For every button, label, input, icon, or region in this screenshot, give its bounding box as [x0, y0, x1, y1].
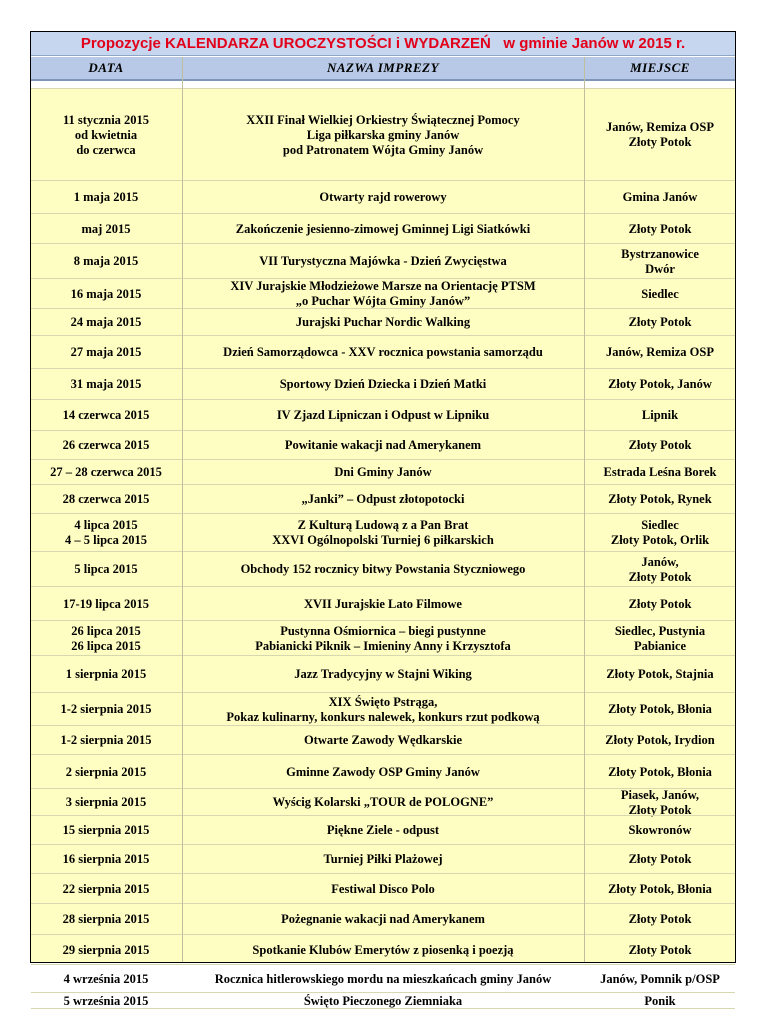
table-row: [31, 513, 735, 552]
event-name-line: Z Kulturą Ludową z a Pan Brat: [297, 518, 469, 532]
event-date-line: 24 maja 2015: [70, 315, 142, 329]
event-place: [585, 935, 735, 965]
event-place-line: Złoty Potok: [628, 912, 692, 926]
event-date: [31, 485, 181, 514]
event-place-line: Złoty Potok: [628, 135, 692, 149]
event-place-line: Złoty Potok, Błonia: [608, 702, 712, 716]
header-place: MIEJSCE: [630, 60, 690, 75]
event-name: [183, 181, 583, 214]
event-name-line: „o Puchar Wójta Gminy Janów”: [295, 294, 471, 308]
event-date-line: 16 sierpnia 2015: [62, 852, 150, 866]
header-date: DATA: [88, 60, 124, 75]
event-name: [183, 656, 583, 693]
event-date-line: 14 czerwca 2015: [62, 408, 150, 422]
event-place-line: Siedlec: [641, 518, 679, 532]
event-name-line: XXII Finał Wielkiej Orkiestry Świątecznej Pomocy: [246, 112, 520, 127]
event-name: [183, 789, 583, 816]
event-place-line: Złoty Potok: [628, 438, 692, 452]
event-name-line: XXVI Ogólnopolski Turniej 6 piłkarskich: [272, 533, 494, 547]
table-row: [31, 308, 735, 336]
event-place: [585, 965, 735, 993]
event-place-line: Złoty Potok, Janów: [608, 377, 712, 391]
table-row: [31, 213, 735, 244]
table-row: [31, 903, 735, 935]
event-place: [585, 874, 735, 904]
event-place-line: Złoty Potok, Irydion: [605, 733, 715, 747]
event-date: [31, 181, 181, 214]
event-place-line: Janów, Remiza OSP: [606, 120, 714, 134]
event-name-line: Otwarty rajd rowerowy: [319, 190, 447, 204]
event-place: [585, 816, 735, 845]
event-date-line: 22 sierpnia 2015: [62, 881, 150, 896]
event-place-line: Janów, Remiza OSP: [606, 345, 714, 359]
event-date-line: 28 czerwca 2015: [62, 492, 150, 506]
event-date: [31, 309, 181, 336]
event-name-line: Jazz Tradycyjny w Stajni Wiking: [294, 667, 472, 681]
event-place-line: Piasek, Janów,: [620, 787, 700, 802]
event-name-line: Dzień Samorządowca - XXV rocznica powstania samorządu: [223, 345, 543, 359]
event-date-line: 15 sierpnia 2015: [62, 823, 150, 837]
event-date-line: 16 maja 2015: [70, 286, 142, 301]
event-name: [183, 309, 583, 336]
event-place-line: Złoty Potok: [628, 942, 692, 957]
event-place: [585, 460, 735, 485]
event-date-line: 17-19 lipca 2015: [62, 596, 150, 611]
event-date-line: 27 maja 2015: [70, 345, 142, 359]
event-place-line: Dwór: [645, 261, 675, 276]
event-date: [31, 552, 181, 587]
event-date: [31, 965, 181, 993]
event-name: [183, 816, 583, 845]
event-date-line: 1 maja 2015: [73, 190, 139, 204]
event-name: [183, 336, 583, 369]
header-event: NAZWA IMPREZY: [326, 60, 440, 75]
event-name-line: Wyścig Kolarski „TOUR de POLOGNE”: [272, 795, 494, 809]
event-name: [183, 431, 583, 460]
column-divider: [182, 57, 183, 962]
event-place: [585, 244, 735, 279]
event-date-line: 28 sierpnia 2015: [62, 912, 150, 926]
table-row: [31, 1008, 735, 1021]
event-place: [585, 755, 735, 789]
table-row: [31, 964, 735, 993]
table-row: [31, 399, 735, 431]
event-date-line: 2 sierpnia 2015: [65, 764, 147, 779]
event-place: [585, 336, 735, 369]
event-date: [31, 514, 181, 552]
table-row: [31, 725, 735, 755]
event-name-line: XIX Święto Pstrąga,: [328, 694, 438, 709]
event-name-line: Turniej Piłki Plażowej: [323, 852, 443, 866]
event-name: [183, 279, 583, 309]
event-name: [183, 400, 583, 431]
event-date: [31, 816, 181, 845]
event-name: [183, 726, 583, 755]
event-place: [585, 400, 735, 431]
event-place-line: Ponik: [644, 993, 676, 1008]
event-place-line: Złoty Potok, Błonia: [608, 764, 712, 779]
event-place: [585, 279, 735, 309]
table-row: [31, 788, 735, 816]
event-name: [183, 369, 583, 400]
event-name-line: XVII Jurajskie Lato Filmowe: [304, 596, 462, 611]
event-place-line: Bystrzanowice: [621, 246, 699, 261]
table-row: [31, 335, 735, 369]
table-body: [31, 88, 735, 1008]
event-date-line: 5 lipca 2015: [74, 562, 138, 576]
event-date-line: 1 sierpnia 2015: [65, 667, 147, 681]
table-row: [31, 88, 735, 181]
event-date: [31, 755, 181, 789]
table-row: [31, 551, 735, 587]
event-name-line: Festiwal Disco Polo: [331, 881, 435, 896]
event-name: [183, 244, 583, 279]
table-row: [31, 586, 735, 621]
event-place: [585, 656, 735, 693]
event-date: [31, 845, 181, 874]
event-date-line: maj 2015: [81, 221, 131, 236]
table-row: [31, 844, 735, 874]
event-place-line: Złoty Potok: [628, 221, 692, 236]
event-name: [183, 89, 583, 181]
document-title: [31, 32, 735, 56]
column-divider: [584, 57, 585, 962]
table-row: [31, 873, 735, 904]
event-date-line: 4 – 5 lipca 2015: [65, 533, 147, 547]
event-place-line: Janów, Pomnik p/OSP: [600, 971, 720, 986]
event-date-line: do czerwca: [76, 142, 136, 157]
title-main: Propozycje KALENDARZA UROCZYSTOŚCI i WYDARZEŃ: [80, 35, 491, 52]
event-name: [183, 935, 583, 965]
event-place-line: Lipnik: [641, 408, 679, 422]
event-name-line: Jurajski Puchar Nordic Walking: [295, 315, 471, 329]
event-name: [183, 755, 583, 789]
event-name: [183, 693, 583, 726]
event-name: [183, 552, 583, 587]
event-place: [585, 552, 735, 587]
event-place-line: Siedlec: [641, 286, 679, 301]
event-name: [183, 485, 583, 514]
event-place: [585, 789, 735, 816]
event-name-line: pod Patronatem Wójta Gminy Janów: [282, 142, 484, 157]
event-place-line: Złoty Potok: [628, 596, 692, 611]
event-name-line: Spotkanie Klubów Emerytów z piosenką i poezją: [252, 942, 514, 957]
event-name-line: VII Turystyczna Majówka - Dzień Zwycięstwa: [259, 254, 507, 268]
event-date: [31, 369, 181, 400]
table-row: [31, 692, 735, 726]
event-date-line: 4 września 2015: [63, 971, 149, 986]
event-date-line: 26 lipca 2015: [71, 638, 141, 653]
event-name-line: Pokaz kulinarny, konkurs nalewek, konkurs rzut podkową: [226, 709, 540, 724]
event-name: [183, 514, 583, 552]
event-name: [183, 460, 583, 485]
table-row: [31, 815, 735, 845]
event-name-line: Pustynna Ośmiornica – biegi pustynne: [280, 623, 486, 638]
event-name-line: Dni Gminy Janów: [334, 465, 432, 479]
table-row: [31, 430, 735, 460]
event-date: [31, 214, 181, 244]
event-place-line: Estrada Leśna Borek: [603, 465, 717, 479]
table-row: [31, 368, 735, 400]
event-place-line: Złoty Potok, Orlik: [610, 533, 710, 547]
event-place: [585, 431, 735, 460]
event-place: [585, 693, 735, 726]
event-name-line: IV Zjazd Lipniczan i Odpust w Lipniku: [276, 408, 490, 422]
event-place-line: Siedlec, Pustynia: [614, 623, 706, 638]
event-name-line: XIV Jurajskie Młodzieżowe Marsze na Orientację PTSM: [230, 279, 536, 293]
title-location: w gminie Janów w 2015 r.: [503, 35, 686, 52]
event-date-line: 11 stycznia 2015: [62, 112, 150, 127]
event-place-line: Pabianice: [633, 638, 687, 653]
event-name: [183, 993, 583, 1009]
table-row: [31, 484, 735, 514]
event-place-line: Złoty Potok: [628, 802, 692, 817]
event-name: [183, 587, 583, 621]
event-place-line: Złoty Potok, Stajnia: [606, 667, 714, 681]
event-place: [585, 181, 735, 214]
event-place: [585, 587, 735, 621]
event-place: [585, 726, 735, 755]
event-name-line: Powitanie wakacji nad Amerykanem: [284, 438, 482, 452]
event-name: [183, 1009, 583, 1021]
event-place: [585, 214, 735, 244]
table-header: [31, 57, 735, 81]
event-name: [183, 621, 583, 656]
event-date-line: 26 lipca 2015: [71, 623, 141, 638]
event-place-line: Złoty Potok, Błonia: [608, 881, 712, 896]
event-place: [585, 845, 735, 874]
event-name-line: Otwarte Zawody Wędkarskie: [303, 733, 463, 747]
event-date-line: 27 – 28 czerwca 2015: [50, 465, 162, 479]
table-row: [31, 620, 735, 656]
table-row: [31, 655, 735, 693]
event-name-line: Piękne Ziele - odpust: [326, 823, 440, 837]
table-row: [31, 992, 735, 1009]
event-date-line: 1-2 sierpnia 2015: [60, 733, 152, 747]
event-date: [31, 279, 181, 309]
event-date: [31, 244, 181, 279]
event-date-line: 29 sierpnia 2015: [62, 942, 150, 957]
event-place: [585, 621, 735, 656]
event-date: [31, 431, 181, 460]
event-date-line: 5 września 2015: [63, 993, 149, 1008]
event-date-line: 1-2 sierpnia 2015: [60, 702, 152, 716]
table-row: [31, 180, 735, 214]
event-place-line: Janów,: [641, 554, 679, 569]
event-name: [183, 965, 583, 993]
event-name-line: Pabianicki Piknik – Imieniny Anny i Krzysztofa: [255, 638, 511, 653]
event-name-line: Zakończenie jesienno-zimowej Gminnej Ligi Siatkówki: [235, 221, 531, 236]
event-date: [31, 621, 181, 656]
event-place: [585, 993, 735, 1009]
event-place-line: Złoty Potok: [628, 315, 692, 329]
event-place: [585, 309, 735, 336]
event-place: [585, 369, 735, 400]
event-date: [31, 874, 181, 904]
event-place-line: Złoty Potok: [628, 852, 692, 866]
event-date: [31, 656, 181, 693]
event-date: [31, 400, 181, 431]
event-date: [31, 693, 181, 726]
event-name-line: Rocznica hitlerowskiego mordu na mieszkańcach gminy Janów: [214, 971, 552, 986]
event-date: [31, 935, 181, 965]
event-date: [31, 89, 181, 181]
event-date: [31, 993, 181, 1009]
event-date-line: od kwietnia: [74, 127, 138, 142]
event-date-line: 3 sierpnia 2015: [65, 795, 147, 809]
event-date-line: 4 lipca 2015: [74, 518, 138, 532]
event-place-line: Skowronów: [628, 823, 692, 837]
event-date: [31, 336, 181, 369]
event-place: [585, 89, 735, 181]
event-place: [585, 904, 735, 935]
event-name-line: Obchody 152 rocznicy bitwy Powstania Styczniowego: [240, 562, 526, 576]
event-name: [183, 214, 583, 244]
event-place-line: Złoty Potok: [628, 569, 692, 584]
event-date: [31, 587, 181, 621]
event-date: [31, 726, 181, 755]
event-name: [183, 904, 583, 935]
event-date-line: 31 maja 2015: [70, 377, 142, 391]
event-place: [585, 514, 735, 552]
event-name: [183, 874, 583, 904]
event-date-line: 8 maja 2015: [73, 254, 139, 268]
event-place: [585, 1009, 735, 1021]
event-place-line: Złoty Potok, Rynek: [608, 492, 712, 506]
event-name-line: Gminne Zawody OSP Gminy Janów: [286, 764, 480, 779]
event-name-line: „Janki” – Odpust złotopotocki: [301, 492, 465, 506]
table-row: [31, 754, 735, 789]
event-name-line: Święto Pieczonego Ziemniaka: [303, 993, 463, 1008]
table-row: [31, 243, 735, 279]
table-row: [31, 934, 735, 965]
event-date: [31, 789, 181, 816]
calendar-table: [30, 31, 736, 1008]
table-row: [31, 459, 735, 485]
event-date: [31, 904, 181, 935]
event-date: [31, 460, 181, 485]
event-place: [585, 485, 735, 514]
event-name-line: Liga piłkarska gminy Janów: [306, 127, 460, 142]
event-date: [31, 1009, 181, 1021]
table-row: [31, 278, 735, 309]
event-name-line: Pożegnanie wakacji nad Amerykanem: [281, 912, 485, 926]
event-place-line: Gmina Janów: [622, 190, 698, 204]
event-date-line: 26 czerwca 2015: [62, 438, 150, 452]
event-name: [183, 845, 583, 874]
event-name-line: Sportowy Dzień Dziecka i Dzień Matki: [279, 377, 487, 391]
